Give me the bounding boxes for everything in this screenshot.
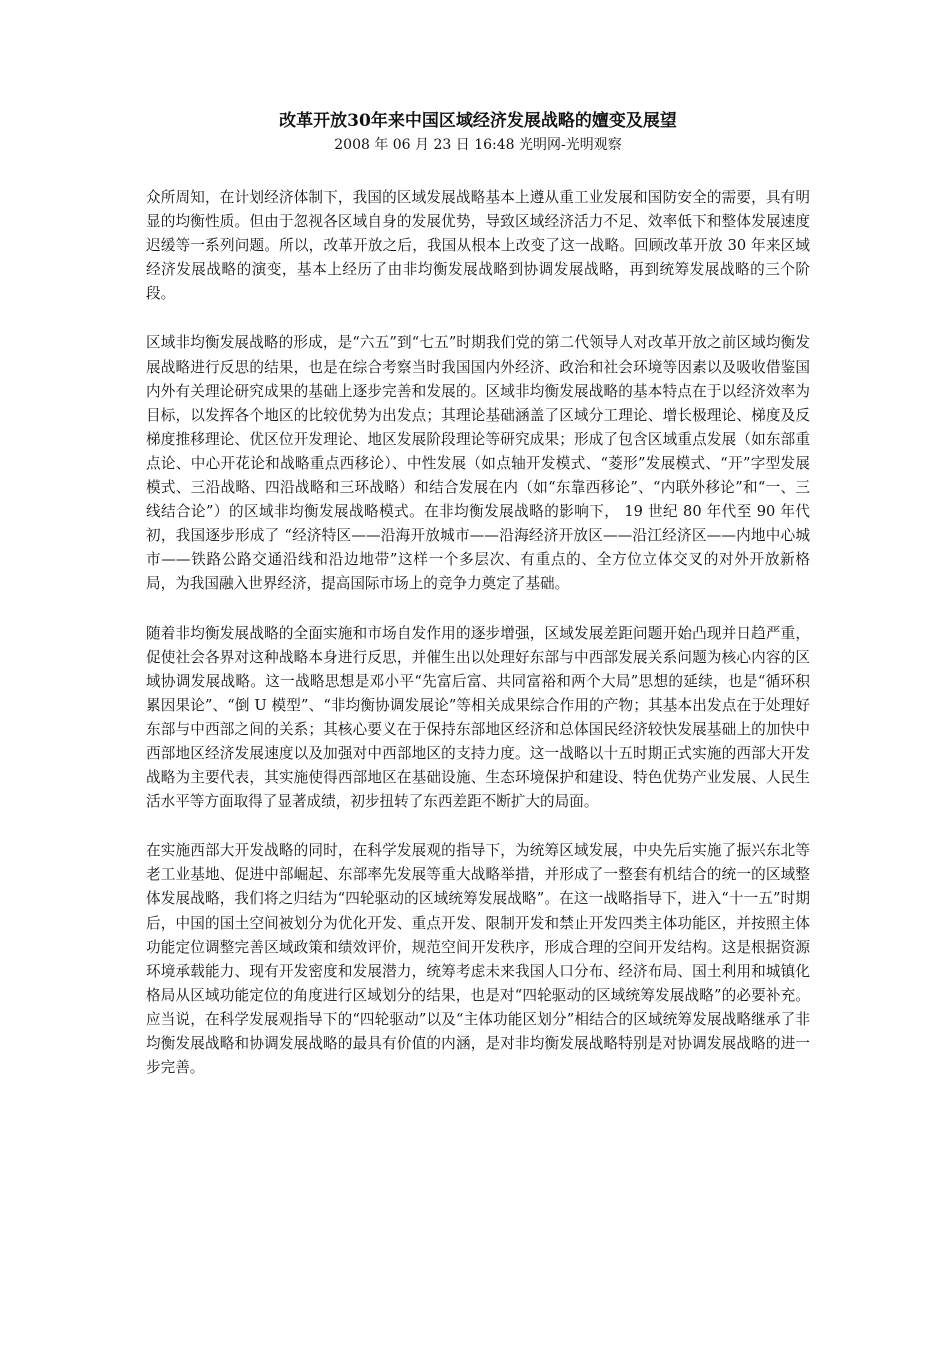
paragraph-4: 在实施西部大开发战略的同时，在科学发展观的指导下，为统筹区域发展，中央先后实施了振兴东北等老工业基地、促进中部崛起、东部率先发展等重大战略举措，并形成了一整套有机结合的统一的区域整体发展战略，我们将之归结为“四轮驱动的区域统筹发展战略”。在这一战略指导下，进入“十一五”时期后，中国的国土空间被划分为优化开发、重点开发、限制开发和禁止开发四类主体功能区，并按照主体功能定位调整完善区域政策和绩效评价，规范空间开发秩序，形成合理的空间开发结构。这是根据资源环境承载能力、现有开发密度和发展潜力，统筹考虑未来我国人口分布、经济布局、国土利用和城镇化格局从区域功能定位的角度进行区域划分的结果，也是对“四轮驱动的区域统筹发展战略”的必要补充。应当说，在科学发展观指导下的“四轮驱动”以及“主体功能区划分”相结合的区域统筹发展战略继承了非均衡发展战略和协调发展战略的最具有价值的内涵，是对非均衡发展战略特别是对协调发展战略的进一步完善。 xyxy=(146,842,810,1077)
paragraph-3: 随着非均衡发展战略的全面实施和市场自发作用的逐步增强，区域发展差距问题开始凸现并日趋严重，促使社会各界对这种战略本身进行反思，并催生出以处理好东部与中西部发展关系问题为核心内容的区域协调发展战略。这一战略思想是邓小平“先富后富、共同富裕和两个大局”思想的延续，也是“循环积累因果论”、“倒 U 模型”、“非均衡协调发展论”等相关成果综合作用的产物；其基本出发点在于处理好东部与中西部之间的关系；其核心要义在于保持东部地区经济和总体国民经济较快发展基础上的加快中西部地区经济发展速度以及加强对中西部地区的支持力度。这一战略以十五时期正式实施的西部大开发战略为主要代表，其实施使得西部地区在基础设施、生态环境保护和建设、特色优势产业发展、人民生活水平等方面取得了显著成绩，初步扭转了东西差距不断扩大的局面。 xyxy=(146,624,810,811)
paragraph-2: 区域非均衡发展战略的形成，是“六五”到“七五”时期我们党的第二代领导人对改革开放之前区域均衡发展战略进行反思的结果，也是在综合考察当时我国国内外经济、政治和社会环境等因素以及吸收借鉴国内外有关理论研究成果的基础上逐步完善和发展的。区域非均衡发展战略的基本特点在于以经济效率为目标，以发挥各个地区的比较优势为出发点；其理论基础涵盖了区域分工理论、增长极理论、梯度及反梯度推移理论、优区位开发理论、地区发展阶段理论等研究成果；形成了包含区域重点发展（如东部重点论、中心开花论和战略重点西移论）、中性发展（如点轴开发模式、“菱形”发展模式、“开”字型发展模式、三沿战略、四沿战略和三环战略）和结合发展在内（如“东靠西移论”、“内联外移论”和“一、三线结合论”）的区域非均衡发展战略模式。在非均衡发展战略的影响下， 19 世纪 80 年代至 90 年代初，我国逐步形成了 “经济特区——沿海开放城市——沿海经济开放区——沿江经济区——内地中心城市——铁路公路交通沿线和沿边地带”这样一个多层次、有重点的、全方位立体交叉的对外开放新格局，为我国融入世界经济，提高国际市场上的竞争力奠定了基础。 xyxy=(146,334,810,593)
paragraph-1: 众所周知，在计划经济体制下，我国的区域发展战略基本上遵从重工业发展和国防安全的需要，具有明显的均衡性质。但由于忽视各区域自身的发展优势，导致区域经济活力不足、效率低下和整体发展速度迟缓等一系列问题。所以，改革开放之后，我国从根本上改变了这一战略。回顾改革开放 30 年来区域经济发展战略的演变，基本上经历了由非均衡发展战略到协调发展战略，再到统筹发展战略的三个阶段。 xyxy=(146,189,810,303)
document-page xyxy=(146,108,810,1105)
article-title: 改革开放30年来中国区域经济发展战略的嬗变及展望 xyxy=(279,111,677,131)
article-meta: 2008 年 06 月 23 日 16:48 光明网-光明观察 xyxy=(334,137,622,153)
